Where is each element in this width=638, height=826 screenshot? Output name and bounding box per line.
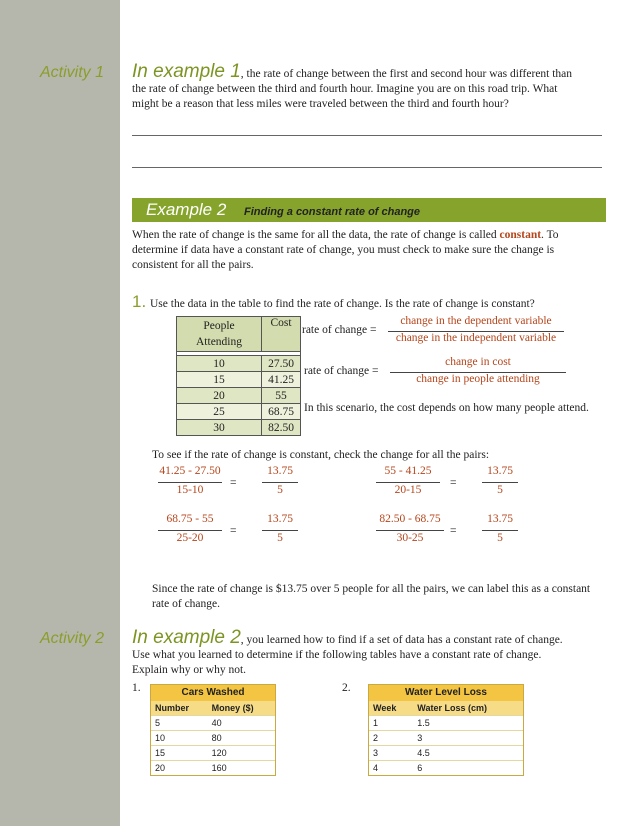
pair-1-denominator: 15-10 — [176, 484, 204, 496]
pair-4-numerator: 82.50 - 68.75 — [379, 513, 441, 525]
answer-line-1[interactable] — [132, 135, 602, 136]
pair-1-numerator: 41.25 - 27.50 — [159, 465, 221, 477]
activity-2-line-3: Explain why or why not. — [132, 664, 247, 676]
conclusion-line-2: rate of change. — [152, 598, 221, 610]
formula-2-denominator: change in people attending — [416, 373, 540, 385]
equals-sign: = — [450, 525, 457, 537]
table-cell: 30 — [177, 420, 262, 436]
conclusion-line-1: Since the rate of change is $13.75 over 5 people for all the pairs, we can label this as a constant — [152, 583, 591, 595]
activity-2-text — [132, 627, 612, 649]
cars-header-money: Money ($) — [208, 701, 275, 716]
activity-2-line-2: Use what you learned to determine if the following tables have a constant rate of change. — [132, 649, 542, 661]
constant-term: constant — [499, 229, 542, 241]
question-text: Use the data in the table to find the rate of change. Is the rate of change is constant? — [150, 298, 535, 310]
intro-text: When the rate of change is the same for all the data, the rate of change is called — [132, 229, 500, 241]
equals-sign: = — [230, 477, 237, 489]
pair-3-bar — [158, 530, 222, 531]
formula-1-lhs: rate of change = — [302, 324, 377, 336]
table-cell: 5 — [151, 716, 208, 731]
table-cell: 20 — [151, 761, 208, 776]
item-1-number: 1. — [132, 682, 141, 694]
pair-2-numerator: 55 - 41.25 — [384, 465, 432, 477]
activity-1-text — [132, 61, 612, 83]
table-cell: 41.25 — [262, 372, 301, 388]
formula-1-denominator: change in the independent variable — [395, 332, 557, 344]
equals-sign: = — [230, 525, 237, 537]
activity-2-line-1: , you learned how to find if a set of data has a constant rate of change. — [240, 634, 563, 646]
example-2-intro-line-1 — [132, 228, 612, 243]
activity-2-label: Activity 2 — [40, 630, 105, 647]
table-cell: 80 — [208, 731, 275, 746]
pair-1-result-bar — [262, 482, 298, 483]
cars-washed-title: Cars Washed — [151, 685, 275, 701]
table-cell: 1 — [369, 716, 413, 731]
formula-2-lhs: rate of change = — [304, 365, 379, 377]
pair-3-denominator: 25-20 — [176, 532, 204, 544]
table-cell: 10 — [177, 356, 262, 372]
item-2-number: 2. — [342, 682, 351, 694]
people-cost-table — [176, 316, 301, 436]
cars-washed-table — [150, 684, 276, 776]
table-cell: 20 — [177, 388, 262, 404]
pair-3-result-bar — [262, 530, 298, 531]
pair-4-bar — [376, 530, 444, 531]
intro-text-end: . To — [541, 229, 559, 241]
activity-1-lead: In example 1 — [132, 61, 241, 82]
pair-2-result-den: 5 — [497, 484, 503, 496]
pair-1-result-den: 5 — [277, 484, 283, 496]
table-cell: 3 — [413, 731, 523, 746]
activity-1-label: Activity 1 — [40, 64, 105, 81]
activity-1-line-2: the rate of change between the third and fourth hour. Imagine you are on this road trip. What — [132, 83, 558, 95]
formula-1-numerator: change in the dependent variable — [400, 315, 552, 327]
water-header-loss: Water Loss (cm) — [413, 701, 523, 716]
table-cell: 40 — [208, 716, 275, 731]
activity-1-line-3: might be a reason that less miles were traveled between the third and fourth hour? — [132, 98, 509, 110]
check-intro: To see if the rate of change is constant, check the change for all the pairs: — [152, 449, 490, 461]
table-cell: 4 — [369, 761, 413, 776]
table-cell: 1.5 — [413, 716, 523, 731]
scenario-text: In this scenario, the cost depends on how many people attend. — [304, 402, 589, 414]
table-cell: 120 — [208, 746, 275, 761]
header-cost: Cost — [262, 317, 301, 352]
cars-header-number: Number — [151, 701, 208, 716]
water-level-loss-table — [368, 684, 524, 776]
pair-2-denominator: 20-15 — [394, 484, 422, 496]
table-cell: 25 — [177, 404, 262, 420]
water-header-week: Week — [369, 701, 413, 716]
table-cell: 55 — [262, 388, 301, 404]
example-2-subtitle: Finding a constant rate of change — [244, 206, 421, 218]
pair-3-numerator: 68.75 - 55 — [166, 513, 214, 525]
activity-1-line-1: , the rate of change between the first and second hour was different than — [240, 68, 573, 80]
example-2-title: Example 2 — [146, 200, 227, 219]
header-people-attending: People Attending — [177, 317, 262, 352]
equals-sign: = — [450, 477, 457, 489]
answer-line-2[interactable] — [132, 167, 602, 168]
table-cell: 4.5 — [413, 746, 523, 761]
example-2-intro-line-3: consistent for all the pairs. — [132, 259, 254, 271]
example-2-banner — [132, 198, 606, 222]
table-cell: 10 — [151, 731, 208, 746]
formula-2-numerator: change in cost — [445, 356, 511, 368]
table-cell: 27.50 — [262, 356, 301, 372]
pair-2-bar — [376, 482, 440, 483]
pair-3-result-den: 5 — [277, 532, 283, 544]
pair-3-result-num: 13.75 — [267, 513, 293, 525]
pair-4-result-den: 5 — [497, 532, 503, 544]
pair-1-bar — [158, 482, 222, 483]
pair-1-result-num: 13.75 — [267, 465, 293, 477]
question-number: 1. — [132, 292, 147, 311]
table-cell: 2 — [369, 731, 413, 746]
table-cell: 6 — [413, 761, 523, 776]
water-level-title: Water Level Loss — [369, 685, 523, 701]
pair-4-result-bar — [482, 530, 518, 531]
activity-2-lead: In example 2 — [132, 627, 241, 648]
table-cell: 15 — [151, 746, 208, 761]
table-cell: 15 — [177, 372, 262, 388]
pair-2-result-bar — [482, 482, 518, 483]
table-cell: 68.75 — [262, 404, 301, 420]
pair-2-result-num: 13.75 — [487, 465, 513, 477]
table-cell: 82.50 — [262, 420, 301, 436]
table-cell: 160 — [208, 761, 275, 776]
pair-4-denominator: 30-25 — [396, 532, 424, 544]
table-cell: 3 — [369, 746, 413, 761]
pair-4-result-num: 13.75 — [487, 513, 513, 525]
example-2-intro-line-2: determine if data have a constant rate of change, you must check to make sure the change is — [132, 244, 555, 256]
